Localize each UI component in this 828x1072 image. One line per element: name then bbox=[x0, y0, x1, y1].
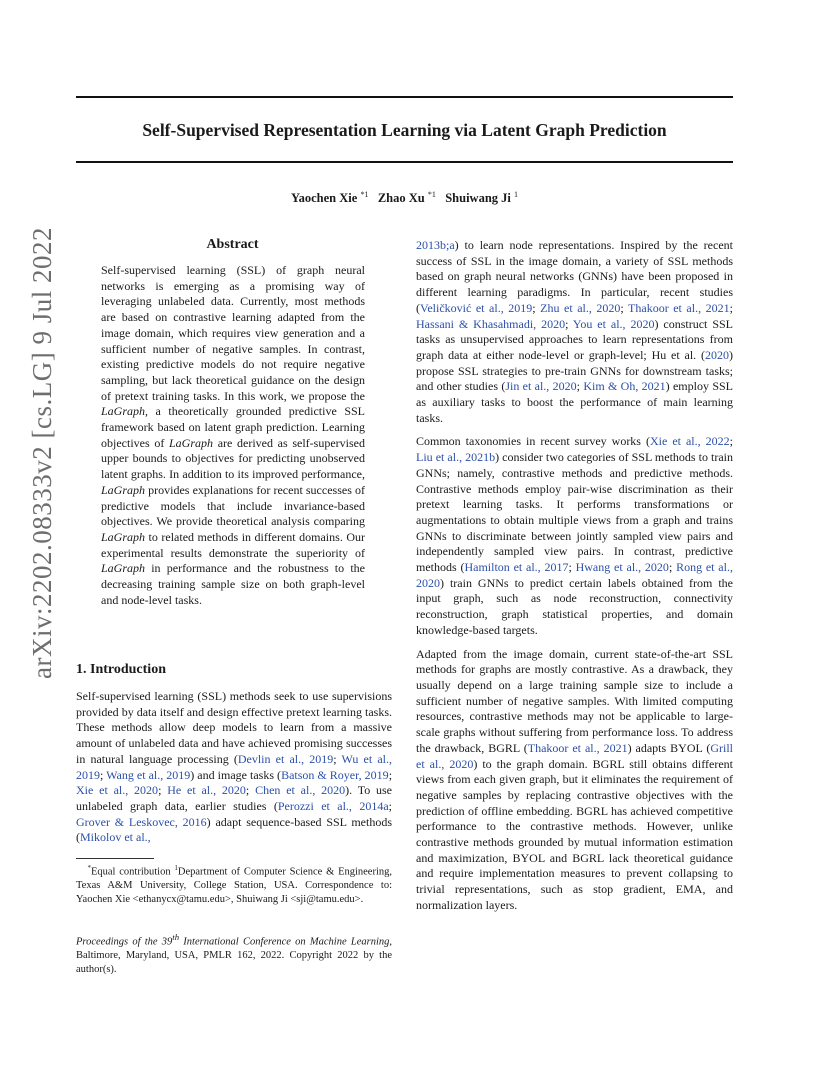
text-run: ; bbox=[245, 783, 256, 798]
paragraph bbox=[416, 434, 733, 638]
emphasis-text: LaGraph bbox=[101, 404, 146, 419]
citation-link[interactable]: Perozzi et al., 2014a bbox=[277, 798, 389, 813]
text-run: ). To use unlabeled graph data, earlier studies ( bbox=[76, 783, 392, 813]
citation-link[interactable]: Jin et al., 2020 bbox=[505, 379, 577, 394]
text-run: ) and image tasks ( bbox=[190, 767, 282, 782]
footnote-mark: * bbox=[87, 864, 91, 872]
citation-link[interactable]: Liu et al., 2021b bbox=[416, 450, 496, 465]
abstract-heading: Abstract bbox=[206, 237, 259, 252]
emphasis-text: LaGraph bbox=[101, 529, 146, 544]
text-run: Self-supervised learning (SSL) of graph neural networks is emerging as a promising way of leveraging unlabeled data. Currently, most methods are based on contrastive learning adapted from the image domain, which requires view generation and a sufficient number of negative samples. In contrast, existing predictive models do not require negative sampling, but lack theoretical guidance on the design of pretext training tasks. In this work, we propose the bbox=[101, 263, 365, 403]
citation-link[interactable]: Grover & Leskovec, 2016 bbox=[76, 814, 207, 829]
text-run: ; bbox=[532, 300, 541, 315]
text-run: provides explanations for recent successes of predictive models that include invariance-based objectives. We provide theoretical analysis comparing bbox=[101, 482, 365, 529]
text-run: ; bbox=[620, 300, 629, 315]
author-mark: *1 bbox=[360, 190, 369, 199]
author-name: Shuiwang Ji bbox=[445, 191, 511, 206]
text-run: , a theoretically grounded predictive SSL framework based on latent graph prediction. Learning objectives of bbox=[101, 404, 365, 450]
text-run: ) adapts BYOL ( bbox=[627, 740, 711, 755]
text-run: ) employ SSL as auxiliary tasks to boost the performance of main learning tasks. bbox=[416, 379, 733, 425]
text-run: ; bbox=[388, 767, 393, 782]
text-run: ; bbox=[100, 767, 107, 782]
citation-link[interactable]: Xie et al., 2020 bbox=[76, 783, 159, 798]
text-run: ) consider two categories of SSL methods to train GNNs; namely, contrastive methods and predictive methods. Contrastive methods employ pair-wise discrimination as their pretext learning tasks. It performs transformations or augmentations to obtain multiple views from a graph and trains GNNs to discriminate between jointly sampled view pairs and independently sampled view pairs. In contrast, predictive methods ( bbox=[416, 450, 733, 575]
footnote-equal-contribution: Equal contribution bbox=[90, 866, 175, 878]
citation-link[interactable]: Hamilton et al., 2017 bbox=[464, 560, 569, 575]
text-run: ) adapt sequence-based SSL methods ( bbox=[76, 814, 393, 845]
proceedings-venue: International Conference on Machine Learning bbox=[179, 936, 390, 948]
citation-link[interactable]: Hwang et al., 2020 bbox=[575, 560, 669, 575]
citation-link[interactable]: Zhu et al., 2020 bbox=[540, 300, 621, 315]
text-run: ; bbox=[158, 783, 168, 798]
paragraph bbox=[416, 238, 733, 426]
text-run: Adapted from the image domain, current state-of-the-art SSL methods for graphs are mostly contrastive. As a drawback, they usually depend on a large training sample size to include a sufficient number of negative samples. With limited computing resources, contrastive methods may not be applicable to large-scale graphs without suffering from performance loss. To address the drawback, BGRL ( bbox=[416, 646, 733, 755]
citation-link[interactable]: Kim & Oh, 2021 bbox=[583, 379, 666, 394]
text-run: ; bbox=[333, 751, 342, 766]
citation-link[interactable]: Chen et al., 2020 bbox=[255, 783, 346, 798]
text-run: ; bbox=[388, 798, 392, 813]
abstract-body bbox=[101, 263, 365, 608]
footnote bbox=[76, 862, 392, 906]
text-run: ) train GNNs to predict certain labels obtained from the input graph, such as node reconstruction, connectivity reconstruction, graph statistical properties, and domain knowledge-based targets. bbox=[416, 575, 733, 637]
citation-link[interactable]: He et al., 2020 bbox=[167, 783, 246, 798]
citation-link[interactable]: Wang et al., 2019 bbox=[106, 767, 191, 782]
proceedings-tail: , Baltimore, Maryland, USA, PMLR 162, 2022. Copyright 2022 by the author(s). bbox=[76, 936, 392, 975]
citation-link[interactable]: 2013b;a bbox=[416, 238, 455, 252]
text-run: ; bbox=[576, 379, 584, 394]
citation-link[interactable]: Rong et al., 2020 bbox=[416, 560, 733, 590]
citation-link[interactable]: Xie et al., 2022 bbox=[649, 434, 730, 449]
proceedings-note bbox=[76, 931, 392, 976]
emphasis-text: LaGraph bbox=[101, 482, 146, 497]
author-list bbox=[76, 190, 733, 206]
citation-link[interactable]: Thakoor et al., 2021 bbox=[527, 740, 628, 755]
section-heading-introduction: 1. Introduction bbox=[76, 662, 166, 677]
emphasis-text: LaGraph bbox=[101, 561, 146, 576]
text-run: are derived as self-supervised upper bounds to objectives for predicting unobserved latent graphs. In addition to its improved performance, bbox=[101, 435, 365, 482]
right-column bbox=[416, 238, 733, 922]
text-run: ; bbox=[668, 560, 677, 575]
text-run: ; bbox=[729, 300, 733, 315]
proceedings-lead: Proceedings of the 39 bbox=[76, 936, 173, 948]
title-bottom-rule bbox=[76, 161, 733, 163]
author-mark: 1 bbox=[514, 190, 518, 199]
citation-link[interactable]: Batson & Royer, 2019 bbox=[281, 767, 389, 782]
footnote-mark: 1 bbox=[174, 864, 178, 872]
footnote-rule bbox=[76, 858, 154, 859]
author-name: Zhao Xu bbox=[377, 191, 425, 206]
paragraph bbox=[416, 647, 733, 914]
introduction-paragraph bbox=[76, 689, 392, 846]
text-run: ; bbox=[568, 560, 576, 575]
paper-title: Self-Supervised Representation Learning via Latent Graph Prediction bbox=[142, 120, 667, 140]
citation-link[interactable]: Devlin et al., 2019 bbox=[237, 751, 334, 766]
text-run: Self-supervised learning (SSL) methods seek to use supervisions provided by data itself and design effective pretext learning tasks. These methods allow deep models to learn from a massive amount of unlabeled data and have achieved promising successes in natural language processing ( bbox=[76, 689, 392, 766]
citation-link[interactable]: Wu et al., 2019 bbox=[76, 751, 393, 782]
text-run: ) to the graph domain. BGRL still obtains different views from each given graph, but it eliminates the requirement of negative samples by replacing contrastive objectives with the prediction of offline embedding. BGRL has achieved competitive performance to the contrastive methods. However, unlike contrastive methods grounded by mutual information estimation and maximization, BYOL and BGRL lack theoretical guidance and require implementation measures to prevent collapsing to trivial representations, such as stop gradient, EMA, and normalization layers. bbox=[416, 756, 733, 912]
text-run: to related methods in different domains. Our experimental results demonstrate the superiority of bbox=[101, 529, 365, 560]
text-run: Common taxonomies in recent survey works ( bbox=[416, 434, 650, 449]
citation-link[interactable]: Veličković et al., 2019 bbox=[420, 300, 533, 315]
author-mark: *1 bbox=[427, 190, 436, 199]
text-run: in performance and the robustness to the decreasing training sample size on both graph-level and node-level tasks. bbox=[101, 561, 365, 607]
text-run: ; bbox=[729, 434, 733, 449]
citation-link[interactable]: Mikolov et al., bbox=[80, 830, 151, 845]
citation-link[interactable]: You et al., 2020 bbox=[572, 316, 655, 331]
top-rule bbox=[76, 96, 733, 98]
text-run: ) propose SSL strategies to pre-train GNNs for downstream tasks; and other studies ( bbox=[416, 347, 733, 394]
emphasis-text: LaGraph bbox=[169, 435, 214, 450]
citation-link[interactable]: Grill et al., 2020 bbox=[416, 740, 733, 771]
citation-link[interactable]: 2020 bbox=[705, 347, 729, 362]
text-run: ) construct SSL tasks as unsupervised approaches to learn representations from graph data at either node-level or graph-level; Hu et al. ( bbox=[416, 316, 733, 362]
arxiv-identifier: arXiv:2202.08333v2 [cs.LG] 9 Jul 2022 bbox=[27, 227, 57, 679]
author-name: Yaochen Xie bbox=[290, 191, 358, 206]
citation-link[interactable]: Hassani & Khasahmadi, 2020 bbox=[416, 316, 566, 331]
footnote-affiliation: Department of Computer Science & Engineering, Texas A&M University, College Station, USA. Correspondence to: Yaochen Xie <ethanycx@tamu.edu>, Shuiwang Ji <sji@tamu.edu>. bbox=[76, 866, 393, 905]
proceedings-sup: th bbox=[172, 932, 180, 942]
text-run: ; bbox=[565, 316, 573, 331]
citation-link[interactable]: Thakoor et al., 2021 bbox=[628, 300, 730, 315]
text-run: ) to learn node representations. Inspired by the recent success of SSL in the image domain, a variety of SSL methods based on graph neural networks (GNNs) have been proposed in different learning paradigms. In particular, recent studies ( bbox=[416, 238, 733, 315]
